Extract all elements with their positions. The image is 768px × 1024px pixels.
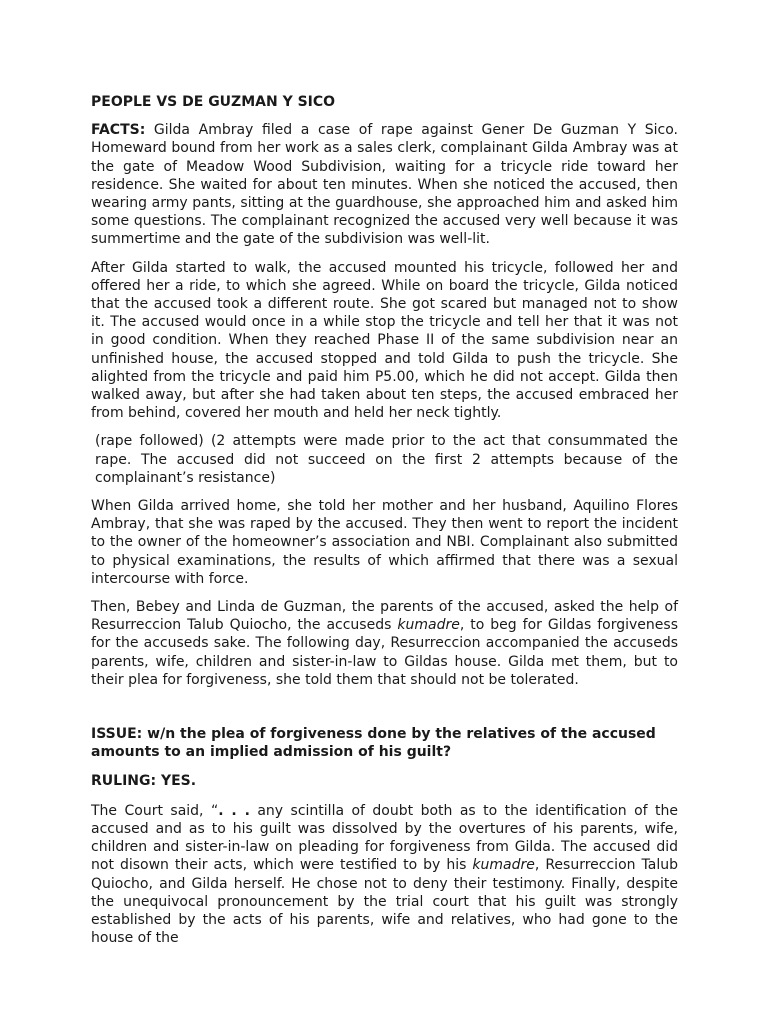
facts-label: FACTS: bbox=[91, 122, 146, 139]
facts-text-1: Gilda Ambray filed a case of rape against Gener De Guzman Y Sico. Homeward bound from her work as a sales clerk, complainant Gilda Ambray was at the gate of Meadow Wood Subdivision, waiting for a tricycle ride toward her residence. She waited for about ten minutes. When she noticed the accused, then wearing army pants, sitting at the guardhouse, she approached him and asked him some questions. The complainant recognized the accused very well because it was summertime and the gate of the subdivision was well-lit. bbox=[91, 122, 678, 248]
ruling-paragraph-1 bbox=[91, 802, 678, 948]
facts-paragraph-3: (rape followed) (2 attempts were made prior to the act that consummated the rape. The accused did not succeed on the first 2 attempts because of the complainant’s resistance) bbox=[95, 433, 678, 486]
ruling-text-a: The Court said, “ bbox=[91, 802, 219, 819]
facts-paragraph-2: After Gilda started to walk, the accused mounted his tricycle, followed her and offered her a ride, to which she agreed. While on board the tricycle, Gilda noticed that the accused took a different route. She got scared but managed not to show it. The accused would once in a while stop the tricycle and tell her that it was not in good condition. When they reached Phase II of the same subdivision near an unfinished house, the accused stopped and told Gilda to push the tricycle. She alighted from the tricycle and paid him P5.00, which he did not accept. Gilda then walked away, but after she had taken about ten steps, the accused embraced her from behind, covered her mouth and held her neck tightly. bbox=[91, 259, 678, 422]
ruling-text-b: any scintilla of doubt both as to the identification of the accused and as to his guilt was dissolved by the overtures of his parents, wife, children and sister-in-law on pleading for forgiveness from Gilda. The accused did not disown their acts, which were testified to by his bbox=[91, 802, 679, 874]
document-body bbox=[91, 93, 678, 957]
ruling-text-c: , Resurreccion Talub Quiocho, and Gilda herself. He chose not to deny their testimony. Finally, despite the unequivocal pronouncement by the trial court that his guilt was strongly established by the acts of his parents, wife and relatives, who had gone to the house of the bbox=[91, 857, 678, 947]
ruling-ellipsis: . . . bbox=[218, 802, 250, 819]
ruling-heading: RULING: YES. bbox=[91, 772, 197, 789]
section-gap bbox=[91, 699, 678, 725]
kumadre-term-ruling: kumadre bbox=[472, 857, 535, 874]
kumadre-term: kumadre bbox=[397, 617, 460, 634]
issue-heading: ISSUE: w/n the plea of forgiveness done by the relatives of the accused amounts to an implied admission of his guilt? bbox=[91, 726, 656, 761]
facts-paragraph-4: When Gilda arrived home, she told her mother and her husband, Aquilino Flores Ambray, that she was raped by the accused. They then went to report the incident to the owner of the homeowner’s association and NBI. Complainant also submitted to physical examinations, the results of which affirmed that there was a sexual intercourse with force. bbox=[91, 498, 678, 587]
facts-paragraph-5 bbox=[91, 598, 678, 689]
facts-paragraph-1 bbox=[91, 121, 678, 248]
case-title: PEOPLE VS DE GUZMAN Y SICO bbox=[91, 94, 336, 110]
facts-text-5b: , to beg for Gildas forgiveness for the accuseds sake. The following day, Resurreccion accompanied the accuseds parents, wife, children and sister-in-law to Gildas house. Gilda met them, but to their plea for forgiveness, she told them that should not be tolerated. bbox=[91, 617, 678, 688]
facts-text-5a: Then, Bebey and Linda de Guzman, the parents of the accused, asked the help of Resurreccion Talub Quiocho, the accuseds bbox=[91, 599, 678, 634]
